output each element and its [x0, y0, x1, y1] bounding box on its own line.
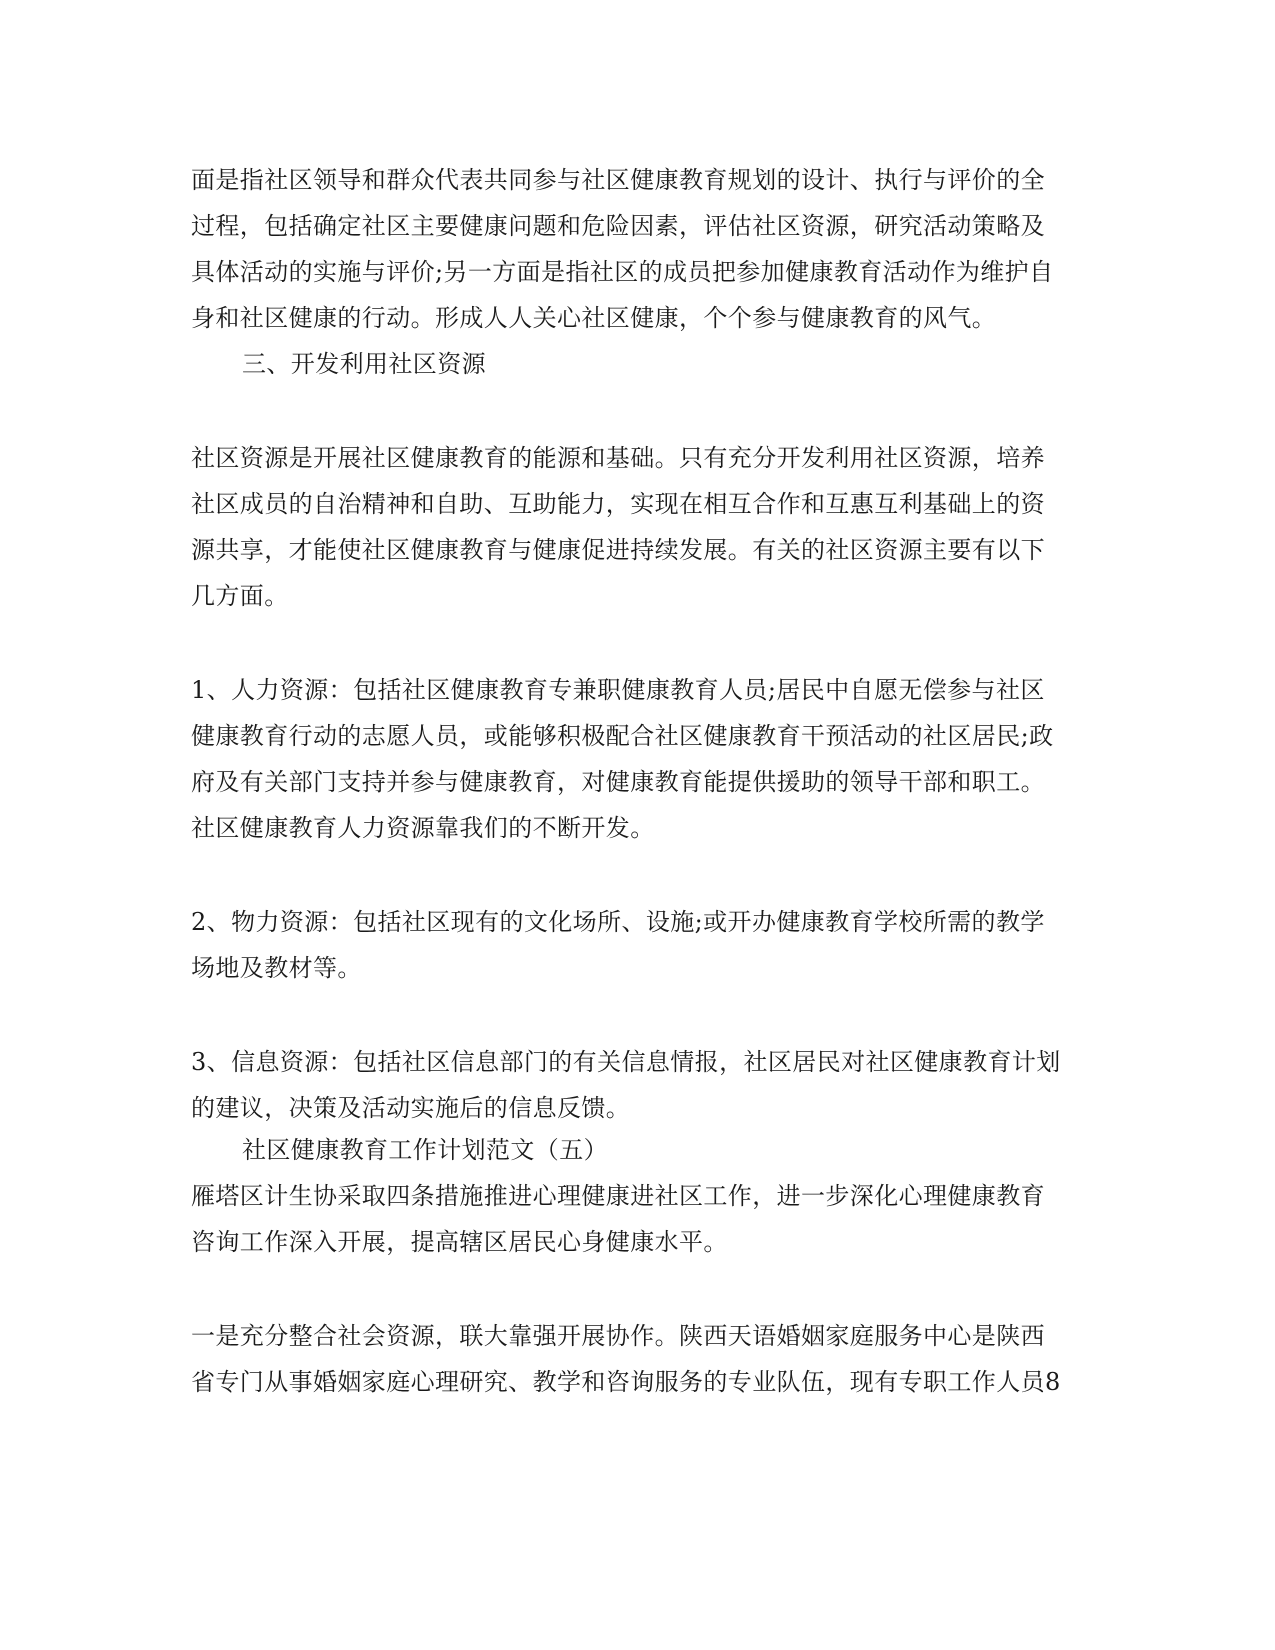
text-line: 场地及教材等。	[191, 954, 362, 982]
text-line: 面是指社区领导和群众代表共同参与社区健康教育规划的设计、执行与评价的全	[191, 166, 1045, 194]
text-line: 社区健康教育人力资源靠我们的不断开发。	[191, 814, 655, 842]
text-line: 1、人力资源：包括社区健康教育专兼职健康教育人员;居民中自愿无偿参与社区	[191, 676, 1045, 704]
text-line: 咨询工作深入开展，提高辖区居民心身健康水平。	[191, 1228, 728, 1256]
text-line: 府及有关部门支持并参与健康教育，对健康教育能提供援助的领导干部和职工。	[191, 768, 1045, 796]
text-line: 社区资源是开展社区健康教育的能源和基础。只有充分开发利用社区资源，培养	[191, 444, 1045, 472]
text-line: 身和社区健康的行动。形成人人关心社区健康，个个参与健康教育的风气。	[191, 304, 997, 332]
text-line: 雁塔区计生协采取四条措施推进心理健康进社区工作，进一步深化心理健康教育	[191, 1182, 1045, 1210]
text-line: 省专门从事婚姻家庭心理研究、教学和咨询服务的专业队伍，现有专职工作人员8	[191, 1368, 1061, 1396]
text-line: 一是充分整合社会资源，联大靠强开展协作。陕西天语婚姻家庭服务中心是陕西	[191, 1322, 1045, 1350]
text-line: 健康教育行动的志愿人员，或能够积极配合社区健康教育干预活动的社区居民;政	[191, 722, 1054, 750]
text-line: 具体活动的实施与评价;另一方面是指社区的成员把参加健康教育活动作为维护自	[191, 258, 1054, 286]
text-line: 的建议，决策及活动实施后的信息反馈。	[191, 1094, 631, 1122]
text-line: 2、物力资源：包括社区现有的文化场所、设施;或开办健康教育学校所需的教学	[191, 908, 1045, 936]
text-line: 过程，包括确定社区主要健康问题和危险因素，评估社区资源，研究活动策略及	[191, 212, 1045, 240]
text-line: 3、信息资源：包括社区信息部门的有关信息情报，社区居民对社区健康教育计划	[191, 1048, 1061, 1076]
text-line: 几方面。	[191, 582, 289, 610]
text-line: 社区成员的自治精神和自助、互助能力，实现在相互合作和互惠互利基础上的资	[191, 490, 1045, 518]
section-heading: 社区健康教育工作计划范文（五）	[242, 1136, 608, 1164]
text-line: 源共享，才能使社区健康教育与健康促进持续发展。有关的社区资源主要有以下	[191, 536, 1045, 564]
section-heading: 三、开发利用社区资源	[242, 350, 486, 378]
